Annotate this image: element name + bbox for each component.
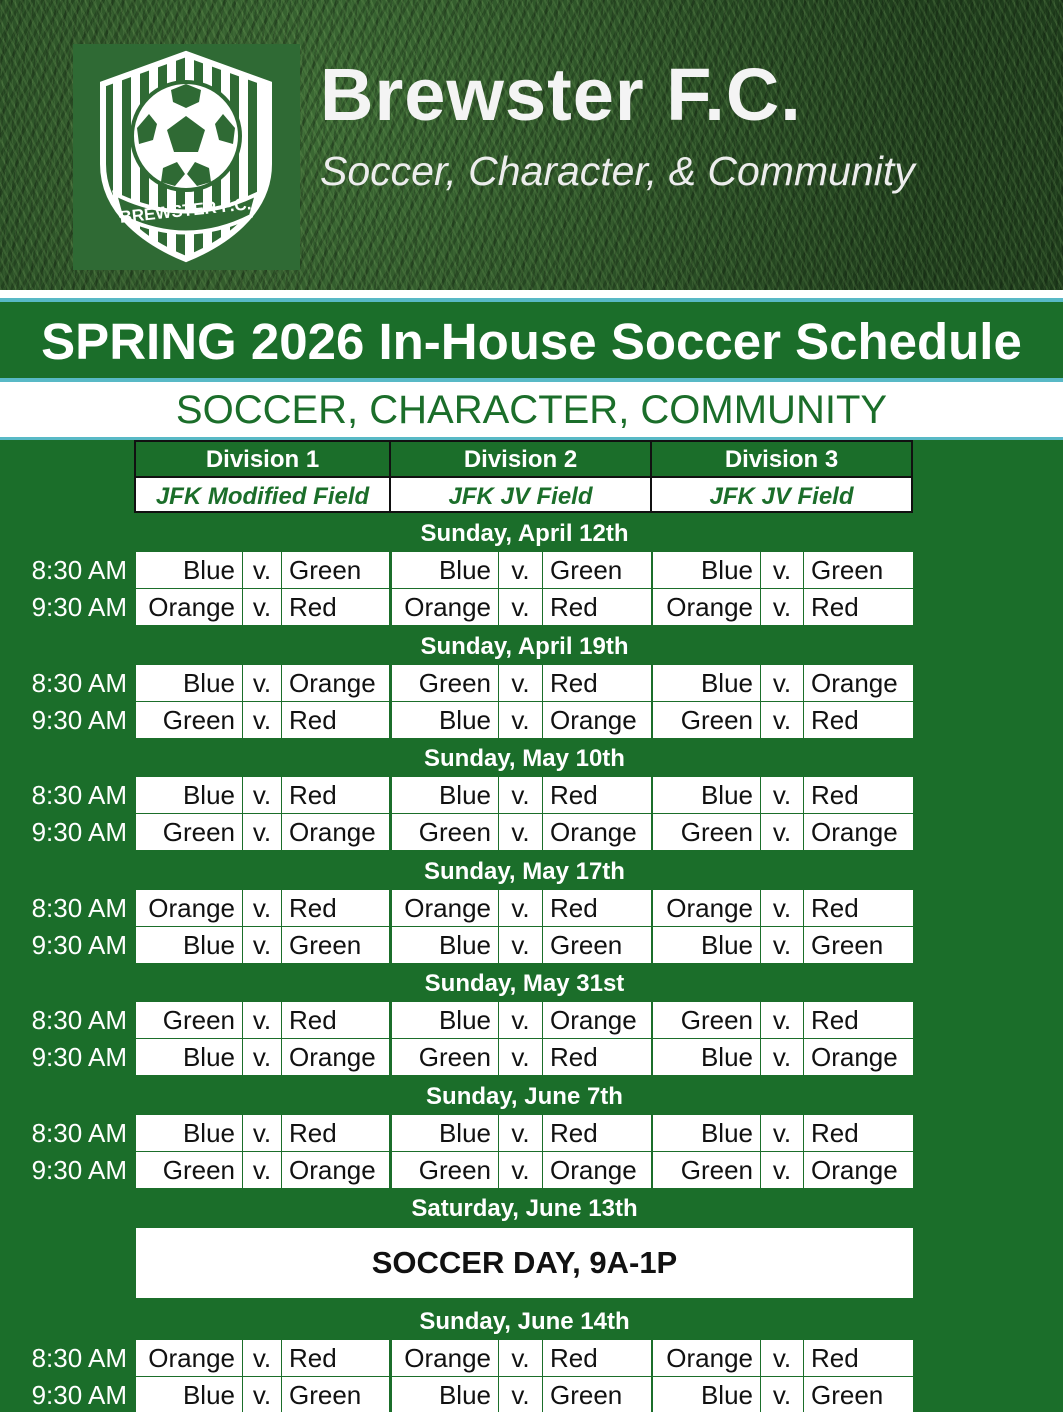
home-team-cell: Blue xyxy=(392,552,498,588)
versus-cell: v. xyxy=(499,1039,542,1075)
versus-cell: v. xyxy=(761,1152,803,1188)
away-team-cell: Green xyxy=(282,927,389,963)
home-team-cell: Blue xyxy=(392,1115,498,1151)
away-team-cell: Red xyxy=(282,1002,389,1038)
header-banner xyxy=(0,0,1063,290)
away-team-cell: Red xyxy=(543,665,651,701)
game-time: 9:30 AM xyxy=(31,1042,127,1072)
home-team-cell: Orange xyxy=(136,890,242,926)
away-team-cell: Green xyxy=(543,552,651,588)
away-team-cell: Red xyxy=(282,702,389,738)
logo-text: BREWSTER F.C. xyxy=(118,194,253,227)
home-team-cell: Blue xyxy=(136,1115,242,1151)
home-team-cell: Orange xyxy=(136,589,242,625)
event-banner: SOCCER DAY, 9A-1P xyxy=(136,1228,913,1298)
home-team-cell: Green xyxy=(653,1002,760,1038)
home-team-cell: Green xyxy=(653,1152,760,1188)
home-team-cell: Blue xyxy=(392,927,498,963)
versus-cell: v. xyxy=(243,927,281,963)
date-header: Sunday, April 12th xyxy=(420,520,629,547)
home-team-cell: Orange xyxy=(653,589,760,625)
away-team-cell: Red xyxy=(804,777,913,813)
versus-cell: v. xyxy=(499,1115,542,1151)
versus-cell: v. xyxy=(499,1340,542,1376)
game-time: 9:30 AM xyxy=(31,817,127,847)
home-team-cell: Green xyxy=(392,1039,498,1075)
game-time: 9:30 AM xyxy=(31,930,127,960)
versus-cell: v. xyxy=(243,1340,281,1376)
away-team-cell: Orange xyxy=(543,1152,651,1188)
home-team-cell: Blue xyxy=(392,1002,498,1038)
page-title: SPRING 2026 In-House Soccer Schedule xyxy=(41,313,1022,370)
versus-cell: v. xyxy=(243,890,281,926)
away-team-cell: Green xyxy=(543,927,651,963)
away-team-cell: Red xyxy=(804,890,913,926)
versus-cell: v. xyxy=(761,552,803,588)
home-team-cell: Orange xyxy=(392,1340,498,1376)
crest-icon xyxy=(73,44,300,270)
game-time: 8:30 AM xyxy=(31,1118,127,1148)
away-team-cell: Red xyxy=(543,1115,651,1151)
away-team-cell: Orange xyxy=(282,1039,389,1075)
game-time: 9:30 AM xyxy=(31,592,127,622)
versus-cell: v. xyxy=(243,1002,281,1038)
away-team-cell: Red xyxy=(282,1115,389,1151)
game-time: 8:30 AM xyxy=(31,1005,127,1035)
home-team-cell: Orange xyxy=(653,1340,760,1376)
home-team-cell: Blue xyxy=(653,927,760,963)
away-team-cell: Red xyxy=(804,1115,913,1151)
away-team-cell: Red xyxy=(282,777,389,813)
away-team-cell: Red xyxy=(543,1340,651,1376)
versus-cell: v. xyxy=(499,890,542,926)
versus-cell: v. xyxy=(499,552,542,588)
home-team-cell: Green xyxy=(136,1152,242,1188)
away-team-cell: Green xyxy=(282,552,389,588)
away-team-cell: Orange xyxy=(543,1002,651,1038)
away-team-cell: Red xyxy=(543,1039,651,1075)
away-team-cell: Green xyxy=(282,1377,389,1412)
versus-cell: v. xyxy=(761,1039,803,1075)
versus-cell: v. xyxy=(243,552,281,588)
away-team-cell: Orange xyxy=(804,1039,913,1075)
versus-cell: v. xyxy=(499,814,542,850)
versus-cell: v. xyxy=(499,777,542,813)
versus-cell: v. xyxy=(243,702,281,738)
versus-cell: v. xyxy=(499,589,542,625)
versus-cell: v. xyxy=(243,1152,281,1188)
home-team-cell: Blue xyxy=(653,1115,760,1151)
home-team-cell: Green xyxy=(653,814,760,850)
game-time: 8:30 AM xyxy=(31,668,127,698)
home-team-cell: Blue xyxy=(653,1377,760,1412)
home-team-cell: Orange xyxy=(136,1340,242,1376)
home-team-cell: Blue xyxy=(136,927,242,963)
versus-cell: v. xyxy=(761,777,803,813)
versus-cell: v. xyxy=(243,589,281,625)
away-team-cell: Orange xyxy=(282,814,389,850)
divider xyxy=(0,290,1063,298)
away-team-cell: Red xyxy=(804,1340,913,1376)
date-header: Sunday, June 14th xyxy=(419,1308,630,1335)
date-header: Saturday, June 13th xyxy=(411,1195,638,1222)
away-team-cell: Orange xyxy=(543,814,651,850)
versus-cell: v. xyxy=(243,1115,281,1151)
club-logo xyxy=(73,44,300,270)
date-header: Sunday, June 7th xyxy=(426,1083,623,1110)
away-team-cell: Red xyxy=(804,589,913,625)
versus-cell: v. xyxy=(499,927,542,963)
game-time: 9:30 AM xyxy=(31,1380,127,1410)
versus-cell: v. xyxy=(499,1152,542,1188)
home-team-cell: Orange xyxy=(392,890,498,926)
versus-cell: v. xyxy=(761,814,803,850)
away-team-cell: Red xyxy=(543,890,651,926)
home-team-cell: Green xyxy=(653,702,760,738)
home-team-cell: Green xyxy=(136,814,242,850)
division-2-header: Division 2 xyxy=(389,440,652,476)
home-team-cell: Green xyxy=(392,665,498,701)
away-team-cell: Red xyxy=(282,1340,389,1376)
versus-cell: v. xyxy=(499,665,542,701)
home-team-cell: Blue xyxy=(392,777,498,813)
versus-cell: v. xyxy=(243,814,281,850)
versus-cell: v. xyxy=(761,1115,803,1151)
game-time: 8:30 AM xyxy=(31,555,127,585)
date-header: Sunday, May 31st xyxy=(424,970,625,997)
division-3-header: Division 3 xyxy=(650,440,913,476)
club-tagline: Soccer, Character, & Community xyxy=(320,148,915,194)
versus-cell: v. xyxy=(761,927,803,963)
away-team-cell: Orange xyxy=(282,665,389,701)
versus-cell: v. xyxy=(761,890,803,926)
home-team-cell: Orange xyxy=(392,589,498,625)
away-team-cell: Green xyxy=(543,1377,651,1412)
away-team-cell: Red xyxy=(804,1002,913,1038)
home-team-cell: Blue xyxy=(136,665,242,701)
home-team-cell: Blue xyxy=(653,665,760,701)
home-team-cell: Blue xyxy=(653,552,760,588)
home-team-cell: Blue xyxy=(136,552,242,588)
home-team-cell: Blue xyxy=(136,777,242,813)
game-time: 8:30 AM xyxy=(31,1343,127,1373)
date-header: Sunday, May 17th xyxy=(424,858,625,885)
away-team-cell: Red xyxy=(543,777,651,813)
date-header: Sunday, April 19th xyxy=(420,633,629,660)
away-team-cell: Orange xyxy=(804,665,913,701)
division-3-field: JFK JV Field xyxy=(650,476,913,513)
home-team-cell: Blue xyxy=(653,777,760,813)
away-team-cell: Green xyxy=(804,927,913,963)
away-team-cell: Orange xyxy=(804,1152,913,1188)
game-time: 9:30 AM xyxy=(31,705,127,735)
away-team-cell: Red xyxy=(282,890,389,926)
versus-cell: v. xyxy=(761,1340,803,1376)
away-team-cell: Orange xyxy=(543,702,651,738)
versus-cell: v. xyxy=(499,702,542,738)
game-time: 8:30 AM xyxy=(31,780,127,810)
away-team-cell: Red xyxy=(282,589,389,625)
home-team-cell: Green xyxy=(136,702,242,738)
versus-cell: v. xyxy=(761,665,803,701)
home-team-cell: Green xyxy=(392,814,498,850)
away-team-cell: Orange xyxy=(282,1152,389,1188)
versus-cell: v. xyxy=(243,665,281,701)
versus-cell: v. xyxy=(761,1002,803,1038)
versus-cell: v. xyxy=(761,589,803,625)
versus-cell: v. xyxy=(499,1002,542,1038)
versus-cell: v. xyxy=(243,1377,281,1412)
division-1-header: Division 1 xyxy=(134,440,391,476)
away-team-cell: Orange xyxy=(804,814,913,850)
game-time: 9:30 AM xyxy=(31,1155,127,1185)
home-team-cell: Blue xyxy=(136,1377,242,1412)
home-team-cell: Blue xyxy=(392,1377,498,1412)
division-1-field: JFK Modified Field xyxy=(134,476,391,513)
versus-cell: v. xyxy=(761,702,803,738)
home-team-cell: Blue xyxy=(392,702,498,738)
page-subtitle: SOCCER, CHARACTER, COMMUNITY xyxy=(175,388,888,432)
home-team-cell: Blue xyxy=(653,1039,760,1075)
away-team-cell: Green xyxy=(804,1377,913,1412)
club-name: Brewster F.C. xyxy=(320,53,802,136)
away-team-cell: Green xyxy=(804,552,913,588)
home-team-cell: Green xyxy=(136,1002,242,1038)
versus-cell: v. xyxy=(243,1039,281,1075)
home-team-cell: Blue xyxy=(136,1039,242,1075)
versus-cell: v. xyxy=(243,777,281,813)
versus-cell: v. xyxy=(499,1377,542,1412)
game-time: 8:30 AM xyxy=(31,893,127,923)
date-header: Sunday, May 10th xyxy=(424,745,625,772)
division-2-field: JFK JV Field xyxy=(389,476,652,513)
away-team-cell: Red xyxy=(543,589,651,625)
away-team-cell: Red xyxy=(804,702,913,738)
home-team-cell: Orange xyxy=(653,890,760,926)
home-team-cell: Green xyxy=(392,1152,498,1188)
versus-cell: v. xyxy=(761,1377,803,1412)
